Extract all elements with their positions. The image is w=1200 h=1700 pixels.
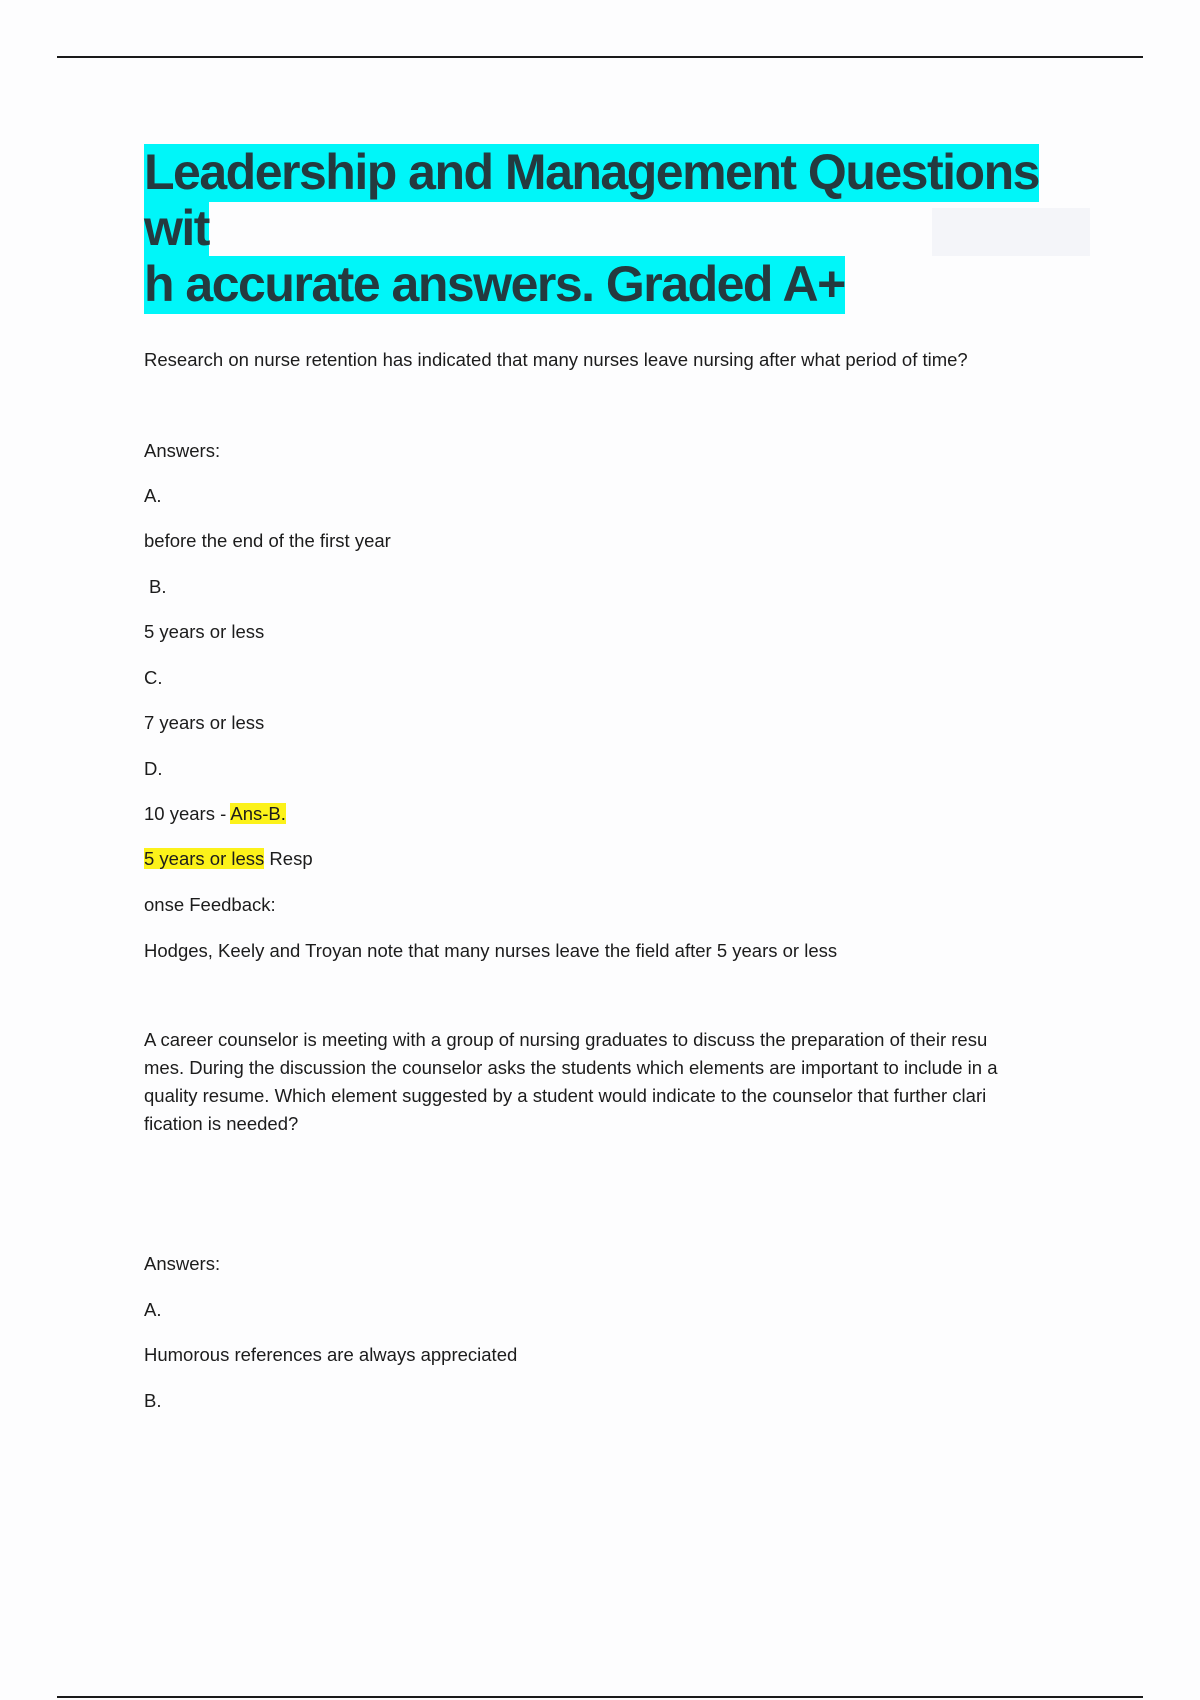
q1-option-a-text: before the end of the first year bbox=[144, 530, 391, 551]
top-rule bbox=[57, 56, 1143, 58]
faint-box bbox=[932, 208, 1090, 256]
q1-option-a-letter: A. bbox=[144, 485, 162, 506]
q2-option-a-text: Humorous references are always appreciated bbox=[144, 1344, 518, 1365]
title-line1-end: wit bbox=[144, 200, 209, 256]
q1-option-d-text: 10 years - bbox=[144, 803, 231, 824]
q1-question: Research on nurse retention has indicated that many nurses leave nursing after what period of time? bbox=[144, 349, 968, 370]
q2-answers-label: Answers: bbox=[144, 1253, 221, 1274]
q1-option-b-letter: B. bbox=[149, 576, 167, 597]
title-line1-highlight: Leadership and Management Questions bbox=[144, 144, 1039, 200]
q1-option-c-letter: C. bbox=[144, 667, 163, 688]
q1-resp-tail: Resp bbox=[264, 848, 313, 869]
q2-option-a-letter: A. bbox=[144, 1299, 162, 1320]
title-line2: h accurate answers. Graded A+ bbox=[144, 256, 845, 312]
q1-answer-marker: Ans-B. bbox=[230, 803, 286, 824]
q2-question-line-3: quality resume. Which element suggested by a student would indicate to the counselor that further clari bbox=[144, 1085, 987, 1106]
q1-option-b-text: 5 years or less bbox=[144, 621, 265, 642]
q2-question-line-1: A career counselor is meeting with a group of nursing graduates to discuss the preparation of their resu bbox=[144, 1029, 988, 1050]
q1-answer-line bbox=[144, 845, 1084, 873]
q2-question-line-2: mes. During the discussion the counselor asks the students which elements are important to include in a bbox=[144, 1057, 998, 1078]
q1-answers-label: Answers: bbox=[144, 440, 221, 461]
bottom-rule bbox=[57, 1696, 1143, 1698]
q1-option-c-text: 7 years or less bbox=[144, 712, 265, 733]
q1-answer-text: 5 years or less bbox=[144, 848, 265, 869]
q2-option-b-letter: B. bbox=[144, 1390, 162, 1411]
q2-question bbox=[144, 1026, 1084, 1138]
q1-feedback-label: onse Feedback: bbox=[144, 894, 276, 915]
q1-option-d-line bbox=[144, 800, 1084, 828]
q1-feedback: Hodges, Keely and Troyan note that many nurses leave the field after 5 years or less bbox=[144, 940, 838, 961]
q2-question-line-4: fication is needed? bbox=[144, 1113, 299, 1134]
q1-option-d-letter: D. bbox=[144, 758, 163, 779]
